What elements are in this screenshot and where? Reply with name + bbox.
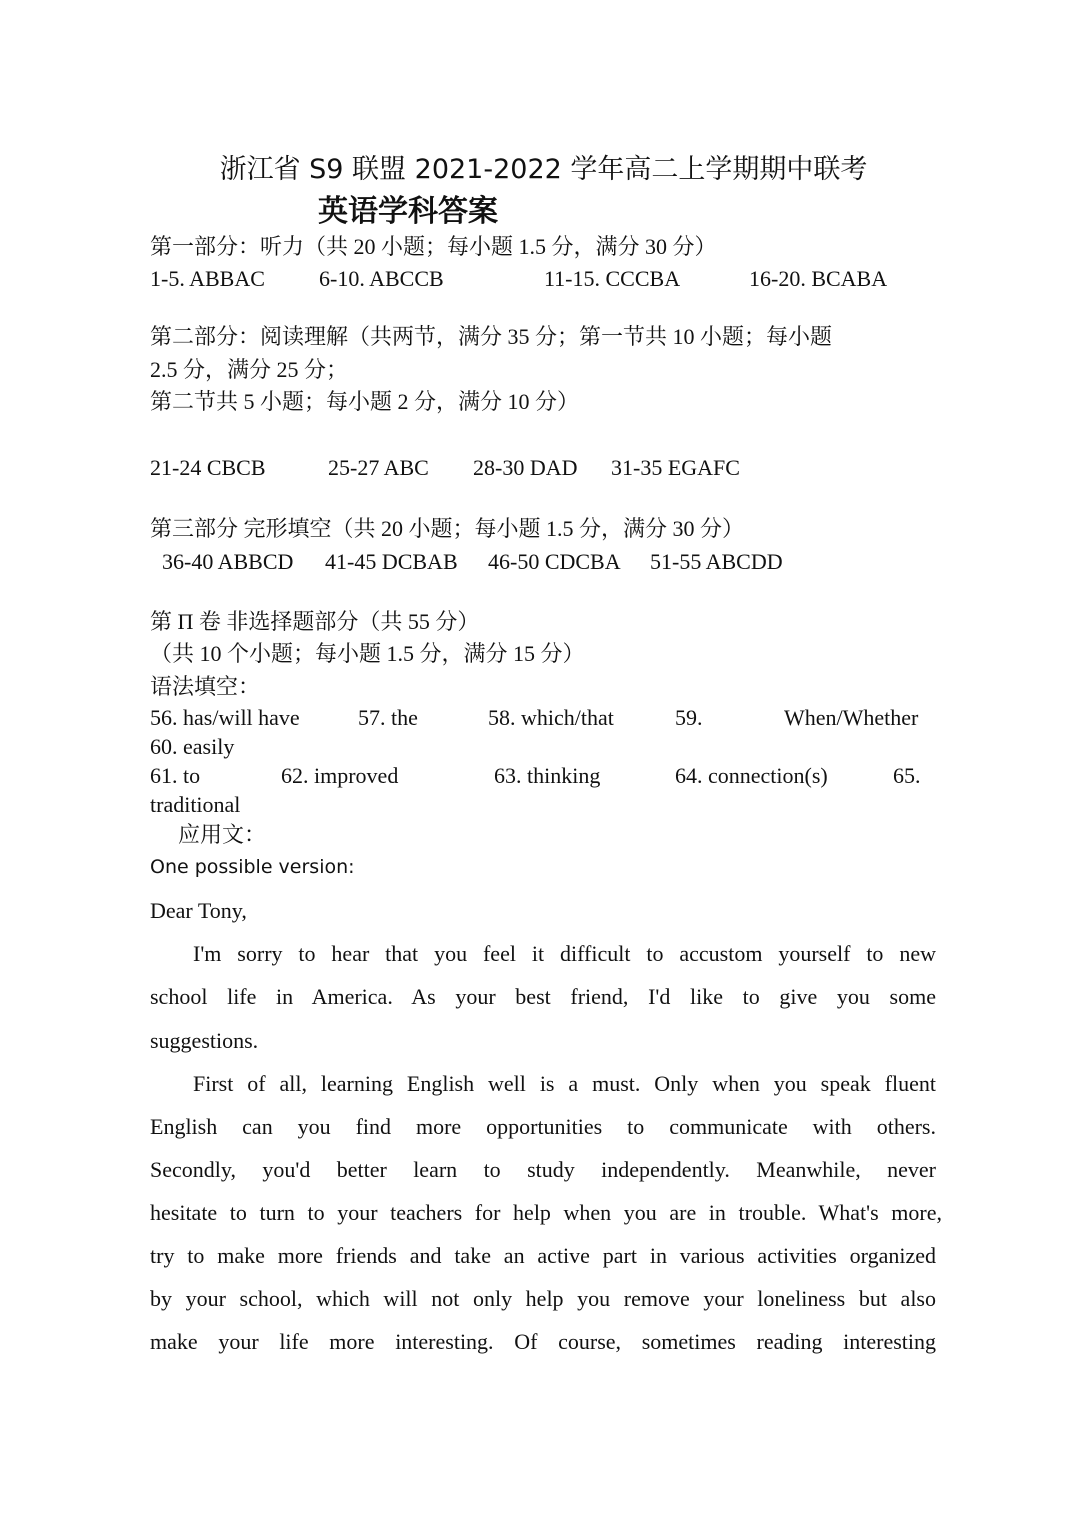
- essay-greeting: Dear Tony,: [150, 898, 247, 923]
- grammar-answer: 57. the: [358, 705, 418, 730]
- version-label: One possible version:: [150, 856, 355, 878]
- grammar-answer: 65.: [893, 763, 921, 788]
- answer-group: 16-20. BCABA: [749, 266, 888, 291]
- answer-group: 36-40 ABBCD: [162, 549, 294, 574]
- grammar-answer: traditional: [150, 792, 241, 817]
- grammar-answer: 60. easily: [150, 734, 235, 759]
- essay-line: school life in America. As your best friend, I'd like to give you some: [150, 984, 936, 1009]
- grammar-answer: When/Whether: [784, 705, 919, 730]
- grammar-answer: 64. connection(s): [675, 763, 828, 788]
- grammar-label: 语法填空：: [150, 674, 261, 699]
- essay-line: First of all, learning English well is a must. Only when you speak fluent: [193, 1071, 936, 1096]
- part1-heading: 第一部分：听力（共 20 小题；每小题 1.5 分，满分 30 分）: [150, 234, 717, 259]
- answer-group: 31-35 EGAFC: [611, 455, 740, 480]
- grammar-answer: 61. to: [150, 763, 201, 788]
- answer-group: 46-50 CDCBA: [488, 549, 621, 574]
- essay-line: try to make more friends and take an active part in various activities organized: [150, 1243, 936, 1268]
- answer-group: 6-10. ABCCB: [319, 266, 444, 291]
- grammar-answer: 56. has/will have: [150, 705, 300, 730]
- answer-group: 51-55 ABCDD: [650, 549, 783, 574]
- answer-group: 25-27 ABC: [328, 455, 429, 480]
- essay-line: I'm sorry to hear that you feel it difficult to accustom yourself to new: [193, 941, 936, 966]
- answer-group: 41-45 DCBAB: [325, 549, 458, 574]
- grammar-answer: 62. improved: [281, 763, 399, 788]
- part3-heading: 第三部分 完形填空（共 20 小题；每小题 1.5 分，满分 30 分）: [150, 516, 745, 541]
- essay-line: suggestions.: [150, 1028, 259, 1053]
- answer-group: 1-5. ABBAC: [150, 266, 265, 291]
- grammar-answer: 58. which/that: [488, 705, 614, 730]
- writing-label: 应用文：: [178, 822, 267, 847]
- essay-line: English can you find more opportunities to communicate with others.: [150, 1114, 936, 1139]
- answer-group: 28-30 DAD: [473, 455, 578, 480]
- part4-subheading: （共 10 个小题；每小题 1.5 分，满分 15 分）: [150, 641, 585, 666]
- grammar-answer: 63. thinking: [494, 763, 601, 788]
- essay-line: Secondly, you'd better learn to study independently. Meanwhile, never: [150, 1157, 936, 1182]
- part2-heading: 第二部分：阅读理解（共两节，满分 35 分；第一节共 10 小题；每小题: [150, 324, 833, 349]
- part2-heading: 2.5 分，满分 25 分；: [150, 357, 349, 382]
- part4-heading: 第 Π 卷 非选择题部分（共 55 分）: [150, 609, 480, 634]
- essay-line: by your school, which will not only help you remove your loneliness but also: [150, 1286, 936, 1311]
- essay-line: make your life more interesting. Of course, sometimes reading interesting: [150, 1329, 936, 1354]
- essay-line: hesitate to turn to your teachers for help when you are in trouble. What's more,: [150, 1200, 942, 1225]
- exam-title: 浙江省 S9 联盟 2021-2022 学年高二上学期期中联考: [219, 154, 868, 185]
- answer-group: 21-24 CBCB: [150, 455, 266, 480]
- part2-heading: 第二节共 5 小题；每小题 2 分，满分 10 分）: [150, 389, 580, 414]
- grammar-answer: 59.: [675, 705, 703, 730]
- exam-subtitle: 英语学科答案: [318, 194, 498, 229]
- answer-group: 11-15. CCCBA: [544, 266, 681, 291]
